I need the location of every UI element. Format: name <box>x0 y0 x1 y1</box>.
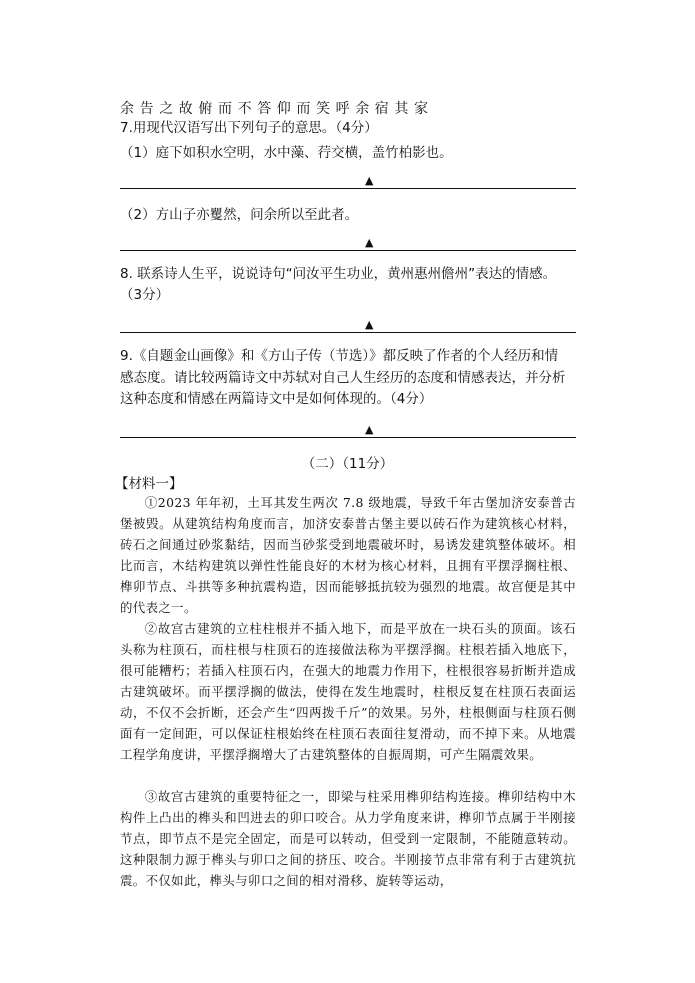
material-label: 【材料一】 <box>115 476 183 492</box>
material-paragraph-1: ①2023 年年初，土耳其发生两次 7.8 级地震，导致千年古堡加济安泰普古堡被毁。从建筑结构角度而言，加济安泰普古堡主要以砖石作为建筑核心材料，砖石之间通过砂浆黏结，因而当砂浆受到地震破坏时，易诱发建筑整体破坏。相比而言，木结构建筑以弹性性能良好的木材为核心材料，且拥有平摆浮搁柱根、榫卯节点、斗拱等多种抗震构造，因而能够抵抗较为强烈的地震。故宫便是其中的代表之一。 <box>120 495 576 615</box>
question-9-line-1: 9.《自题金山画像》和《方山子传（节选）》都反映了作者的个人经历和情 <box>120 348 559 364</box>
answer-line-7-1[interactable] <box>120 166 576 189</box>
section-title: （二）（11分） <box>301 456 394 472</box>
classical-text-line: 余告之故俯而不答仰而笑呼余宿其家 <box>120 101 434 117</box>
answer-marker-icon: ▲ <box>365 236 374 249</box>
question-7-sentence-1: （1）庭下如积水空明，水中藻、荇交横，盖竹柏影也。 <box>120 145 453 161</box>
material-paragraph-2: ②故宫古建筑的立柱柱根并不插入地下，而是平放在一块石头的顶面。该石头称为柱顶石，而柱根与柱顶石的连接做法称为平摆浮搁。柱根若插入地底下，很可能糟朽；若插入柱顶石内，在强大的地震力作用下，柱根很容易折断并造成古建筑破坏。而平摆浮搁的做法，使得在发生地震时，柱根反复在柱顶石表面运动，不仅不会折断，还会产生“四两拨千斤”的效果。另外，柱根侧面与柱顶石侧面有一定间距，可以保证柱根始终在柱顶石表面往复滑动，而不掉下来。从地震工程学角度讲，平摆浮搁增大了古建筑整体的自振周期，可产生隔震效果。 <box>120 621 576 762</box>
answer-marker-icon: ▲ <box>365 174 374 187</box>
question-9-line-3: 这种态度和情感在两篇诗文中是如何体现的。（4分） <box>120 391 433 407</box>
question-9-line-2: 感态度。请比较两篇诗文中苏轼对自己人生经历的态度和情感表达，并分析 <box>120 370 566 386</box>
question-8-line-1: 8. 联系诗人生平，说说诗句“问汝平生功业，黄州惠州儋州”表达的情感。 <box>120 266 557 282</box>
answer-marker-icon: ▲ <box>365 423 374 436</box>
question-8-line-2: （3分） <box>120 287 170 303</box>
answer-line-9[interactable] <box>120 415 576 438</box>
material-paragraph-3: ③故宫古建筑的重要特征之一，即梁与柱采用榫卯结构连接。榫卯结构中木构件上凸出的榫头和凹进去的卯口咬合。从力学角度来讲，榫卯节点属于半刚接节点，即节点不是完全固定，而是可以转动，但受到一定限制，不能随意转动。这种限制力源于榫头与卯口之间的挤压、咬合。半刚接节点非常有利于古建筑抗震。不仅如此，榫头与卯口之间的相对滑移、旋转等运动， <box>120 789 576 888</box>
answer-marker-icon: ▲ <box>365 318 374 331</box>
answer-line-7-2[interactable] <box>120 228 576 251</box>
question-7-title: 7.用现代汉语写出下列句子的意思。（4分） <box>120 120 378 136</box>
answer-line-8[interactable] <box>120 310 576 333</box>
question-7-sentence-2: （2）方山子亦矍然，问余所以至此者。 <box>120 207 359 223</box>
